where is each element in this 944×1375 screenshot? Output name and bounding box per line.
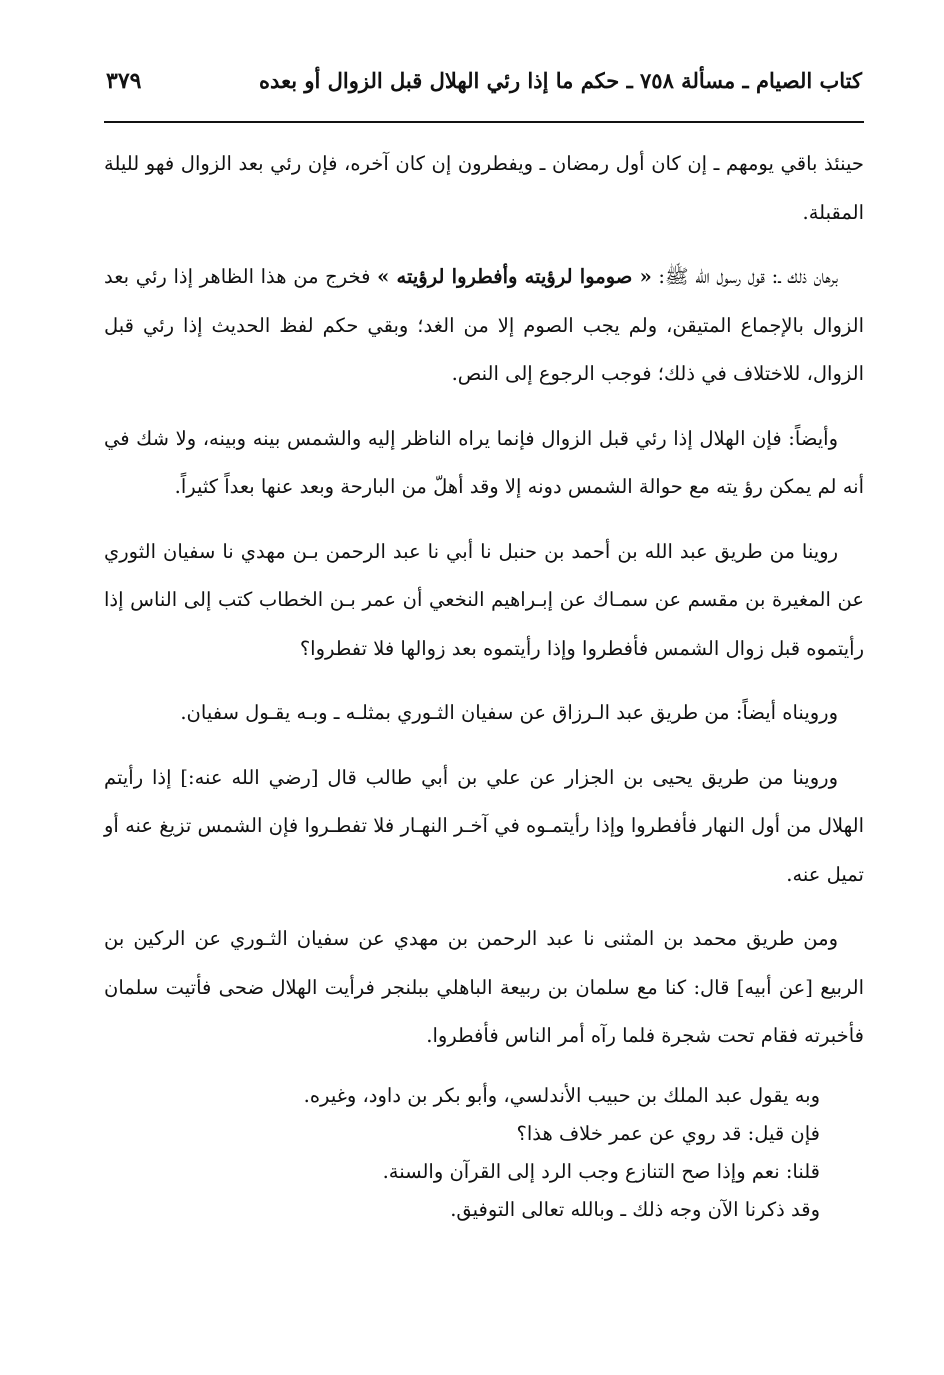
paragraph-text: ومن طريق محمد بن المثنى نا عبد الرحمن بن مهدي عن سفيان الثـوري عن الركين بن الربيع [عن أبيه] قال: كنا مع سلمان بن ربيعة الباهلي ببلنجر فرأيت الهلال ضحى فأتيت سلمان فأخبرته فقام تحت شجرة فلما رآه أمر الناس فأفطروا. xyxy=(104,927,864,1047)
closing-block xyxy=(104,1077,864,1229)
paragraph-text-post: فخرج من هذا الظاهر إذا رئي بعد الزوال بالإجماع المتيقن، ولم يجب الصوم إلا من الغد؛ وبقي حكم لفظ الحديث إذا رئي قبل الزوال، للاختلاف في ذلك؛ فوجب الرجوع إلى النص. xyxy=(104,265,864,385)
closing-line: وبه يقول عبد الملك بن حبيب الأندلسي، وأبو بكر بن داود، وغيره. xyxy=(303,1083,820,1107)
paragraph-narration-ali xyxy=(104,754,864,900)
paragraph-text: وروينا من طريق يحيى بن الجزار عن علي بن أبي طالب قال [رضي الله عنه:] إذا رأيتم الهلال من أول النهار فأفطروا وإذا رأيتمـوه في آخـر النهـار فلا تفطـروا فإن الشمس تزيغ عنه أو تميل عنه. xyxy=(104,765,864,886)
closing-line: وقد ذكرنا الآن وجه ذلك ـ وبالله تعالى التوفيق. xyxy=(450,1197,820,1221)
paragraph-continuation xyxy=(104,140,864,237)
running-title: كتاب الصيام ـ مسألة ٧٥٨ ـ حكم ما إذا رئي الهلال قبل الزوال أو بعده xyxy=(259,68,862,93)
paragraph-narration-umar xyxy=(104,528,864,674)
paragraph-also xyxy=(104,415,864,512)
paragraph-text: روينا من طريق عبد الله بن أحمد بن حنبل نا أبي نا عبد الرحمن بـن مهدي نا سفيان الثوري عن المغيرة بن مقسم عن سمـاك عن إبـراهيم النخعي أن عمر بـن الخطاب كتب إلى الناس إذا رأيتموه قبل زوال الشمس فأفطروا وإذا رأيتموه بعد زوالها فلا تفطروا؟ xyxy=(104,539,864,660)
hadith-quote: « صوموا لرؤيته وأفطروا لرؤيته » xyxy=(377,265,652,288)
paragraph-narration-salman xyxy=(104,915,864,1061)
paragraph-narration-abdulrazzaq xyxy=(104,689,864,738)
closing-line: فإن قيل: قد روي عن عمر خلاف هذا؟ xyxy=(516,1121,820,1145)
paragraph-text-pre: برهان ذلك ـ: قول رسول الله ﷺ: xyxy=(651,265,838,288)
header-rule xyxy=(104,121,864,123)
paragraph-text: ورويناه أيضاً: من طريق عبد الـرزاق عن سفيان الثـوري بمثلـه ـ وبـه يقـول سفيان. xyxy=(180,701,838,724)
paragraph-proof xyxy=(104,253,864,399)
paragraph-text: وأيضاً: فإن الهلال إذا رئي قبل الزوال فإنما يراه الناظر إليه والشمس بينه وبينه، ولا شك في أنه لم يمكن رؤ يته مع حوالة الشمس دونه إلا وقد أهلّ من البارحة وبعد عنها بعداً كثيراً. xyxy=(104,426,864,498)
body-text xyxy=(104,140,864,1229)
page-header xyxy=(106,68,862,110)
page-number: ٣٧٩ xyxy=(106,68,142,94)
paragraph-text: حينئذ باقي يومهم ـ إن كان أول رمضان ـ ويفطرون إن كان آخره، فإن رئي بعد الزوال فهو لليلة المقبلة. xyxy=(104,152,864,224)
closing-line: قلنا: نعم وإذا صح التنازع وجب الرد إلى القرآن والسنة. xyxy=(382,1159,820,1183)
